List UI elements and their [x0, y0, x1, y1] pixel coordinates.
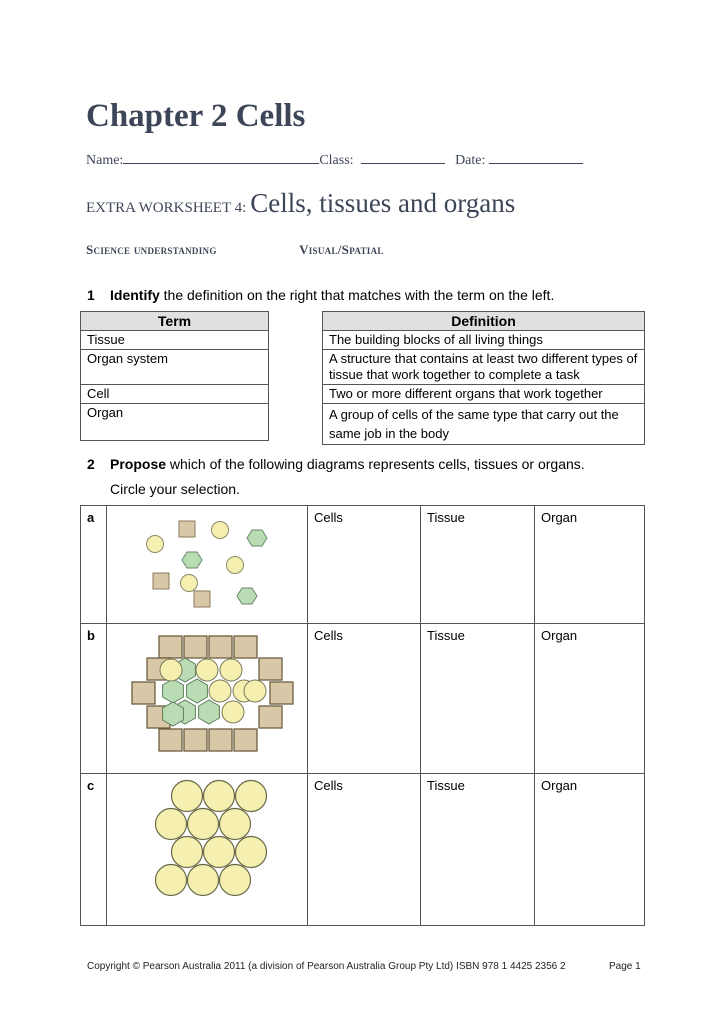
- round-cell: [188, 865, 219, 896]
- option-tissue[interactable]: Tissue: [421, 624, 535, 774]
- square-cell: [159, 636, 182, 658]
- page-number: Page 1: [609, 961, 641, 972]
- q2-text: [110, 456, 585, 472]
- square-cell: [259, 706, 282, 728]
- diagram-table: [80, 505, 645, 926]
- round-cell: [220, 865, 251, 896]
- cells-diagram: [107, 506, 307, 620]
- option-cells[interactable]: Cells: [308, 506, 421, 624]
- date-label: Date:: [455, 153, 486, 168]
- option-tissue[interactable]: Tissue: [421, 506, 535, 624]
- round-cell: [204, 837, 235, 868]
- worksheet-prefix: EXTRA WORKSHEET 4:: [86, 200, 247, 216]
- q2-subinstruction: Circle your selection.: [110, 481, 240, 497]
- square-cell: [153, 573, 169, 589]
- hexagon-cell: [247, 530, 267, 546]
- round-cell: [181, 575, 198, 592]
- round-cell: [220, 659, 242, 681]
- hexagon-cell: [237, 588, 257, 604]
- diagram-row-b: [81, 624, 645, 774]
- hexagon-cell: [163, 679, 184, 703]
- date-field[interactable]: [489, 150, 583, 164]
- square-cell: [184, 729, 207, 751]
- round-cell: [212, 522, 229, 539]
- square-cell: [179, 521, 195, 537]
- square-cell: [159, 729, 182, 751]
- round-cell: [236, 837, 267, 868]
- row-label: c: [81, 774, 107, 926]
- diagram-tissue-organ: [107, 624, 308, 774]
- q1-text: [110, 287, 554, 303]
- tissue-diagram: [107, 774, 307, 922]
- term-cell: Organ system: [81, 350, 269, 385]
- definition-cell: The building blocks of all living things: [323, 331, 645, 350]
- option-organ[interactable]: Organ: [535, 506, 645, 624]
- round-cell: [156, 865, 187, 896]
- hexagon-cell: [187, 679, 208, 703]
- q1-instruction: the definition on the right that matches with the term on the left.: [159, 287, 555, 303]
- name-field[interactable]: [123, 150, 319, 164]
- square-cell: [184, 636, 207, 658]
- round-cell: [147, 536, 164, 553]
- square-cell: [259, 658, 282, 680]
- round-cell: [156, 809, 187, 840]
- diagram-cells: [107, 506, 308, 624]
- diagram-tissue: [107, 774, 308, 926]
- round-cell: [222, 701, 244, 723]
- square-cell: [270, 682, 293, 704]
- term-table: [80, 311, 269, 441]
- hexagon-cell: [182, 552, 202, 568]
- class-label: Class:: [319, 153, 354, 168]
- square-cell: [234, 729, 257, 751]
- round-cell: [172, 781, 203, 812]
- q1-number: 1: [87, 287, 95, 303]
- name-label: Name:: [86, 153, 124, 168]
- term-cell: Organ: [81, 404, 269, 441]
- worksheet-heading: [86, 188, 515, 219]
- square-cell: [194, 591, 210, 607]
- definition-header: Definition: [323, 312, 645, 331]
- diagram-row-a: [81, 506, 645, 624]
- option-organ[interactable]: Organ: [535, 624, 645, 774]
- round-cell: [196, 659, 218, 681]
- round-cell: [209, 680, 231, 702]
- round-cell: [227, 557, 244, 574]
- q1-verb: Identify: [110, 287, 160, 303]
- round-cell: [204, 781, 235, 812]
- definition-table: [322, 311, 645, 445]
- q2-verb: Propose: [110, 456, 167, 472]
- round-cell: [244, 680, 266, 702]
- class-field[interactable]: [361, 150, 445, 164]
- tag-science-understanding: Science understanding: [86, 242, 217, 257]
- q2-number: 2: [87, 456, 95, 472]
- worksheet-title: Cells, tissues and organs: [250, 188, 516, 218]
- option-organ[interactable]: Organ: [535, 774, 645, 926]
- term-header: Term: [81, 312, 269, 331]
- page-title: Chapter 2 Cells: [86, 98, 306, 134]
- skill-tags: [86, 242, 384, 258]
- option-cells[interactable]: Cells: [308, 774, 421, 926]
- tag-visual-spatial: Visual/Spatial: [299, 242, 384, 257]
- hexagon-cell: [199, 700, 220, 724]
- definition-cell: A structure that contains at least two different types of tissue that work together to complete a task: [323, 350, 645, 385]
- row-label: a: [81, 506, 107, 624]
- square-cell: [209, 636, 232, 658]
- round-cell: [172, 837, 203, 868]
- student-info-line: [86, 150, 583, 169]
- round-cell: [160, 659, 182, 681]
- q2-instruction: which of the following diagrams represents cells, tissues or organs.: [166, 456, 585, 472]
- square-cell: [132, 682, 155, 704]
- square-cell: [234, 636, 257, 658]
- row-label: b: [81, 624, 107, 774]
- definition-cell: Two or more different organs that work together: [323, 385, 645, 404]
- diagram-row-c: [81, 774, 645, 926]
- round-cell: [236, 781, 267, 812]
- term-cell: Cell: [81, 385, 269, 404]
- term-cell: Tissue: [81, 331, 269, 350]
- copyright-notice: Copyright © Pearson Australia 2011 (a division of Pearson Australia Group Pty Ltd) ISBN 978 1 4425 2356 2: [87, 961, 566, 972]
- option-tissue[interactable]: Tissue: [421, 774, 535, 926]
- round-cell: [220, 809, 251, 840]
- organ-diagram: [107, 624, 307, 770]
- square-cell: [209, 729, 232, 751]
- round-cell: [188, 809, 219, 840]
- option-cells[interactable]: Cells: [308, 624, 421, 774]
- definition-cell: A group of cells of the same type that carry out the same job in the body: [323, 404, 645, 445]
